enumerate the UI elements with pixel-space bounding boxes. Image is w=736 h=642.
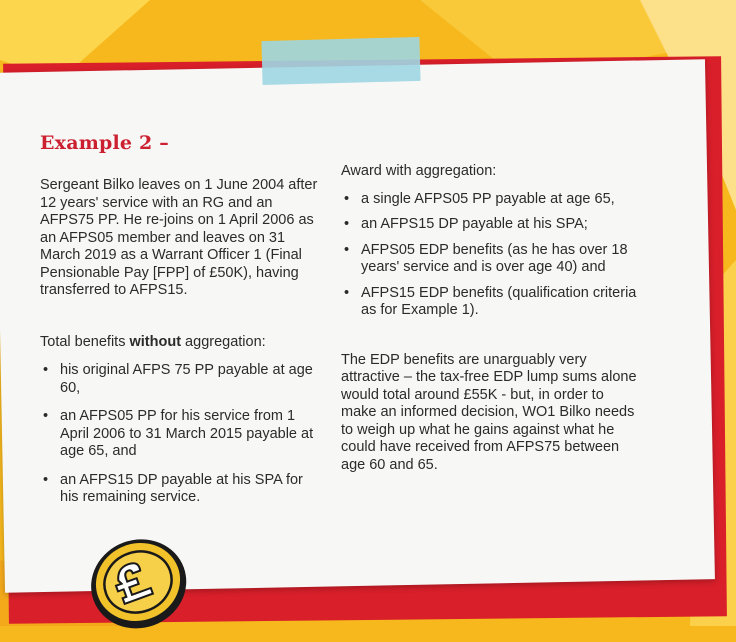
list-item: • an AFPS15 DP payable at his SPA; [341,216,641,234]
lead-text-after: aggregation: [181,333,266,350]
right-column [341,163,641,474]
left-column [40,177,322,518]
lead-text-bold: without [129,333,182,350]
without-aggregation-lead [40,334,322,352]
list-item: • an AFPS15 DP payable at his SPA for his remaining service. [40,472,322,507]
closing-paragraph: The EDP benefits are unarguably very attractive – the tax-free EDP lump sums alone would total around £55K - but, in order to make an informed decision, WO1 Bilko needs to weigh up what he gains against what he could have received from AFPS75 between age 60 and 65. [341,351,637,473]
list-item: • a single AFPS05 PP payable at age 65, [341,191,641,209]
without-aggregation-list [40,362,322,507]
list-item: • his original AFPS 75 PP payable at age 60, [40,362,322,397]
lead-text-before: Total benefits [40,333,130,350]
intro-paragraph: Sergeant Bilko leaves on 1 June 2004 after 12 years' service with an RG and an AFPS75 PP. He re-joins on 1 April 2006 as an AFPS05 member and leaves on 31 March 2019 as a Warrant Officer 1 (Final Pensionable Pay [FPP] of £50K), having transferred to AFPS15. [40,177,318,298]
with-aggregation-list [341,191,641,320]
coin-icon [78,522,198,642]
list-item: • an AFPS05 PP for his service from 1 April 2006 to 31 March 2015 payable at age 65, and [40,408,322,461]
list-item: • AFPS15 EDP benefits (qualification criteria as for Example 1). [341,285,641,320]
with-aggregation-lead: Award with aggregation: [341,163,497,179]
list-item: • AFPS05 EDP benefits (as he has over 18 years' service and is over age 40) and [341,242,641,277]
heading: Example 2 – [40,132,169,154]
